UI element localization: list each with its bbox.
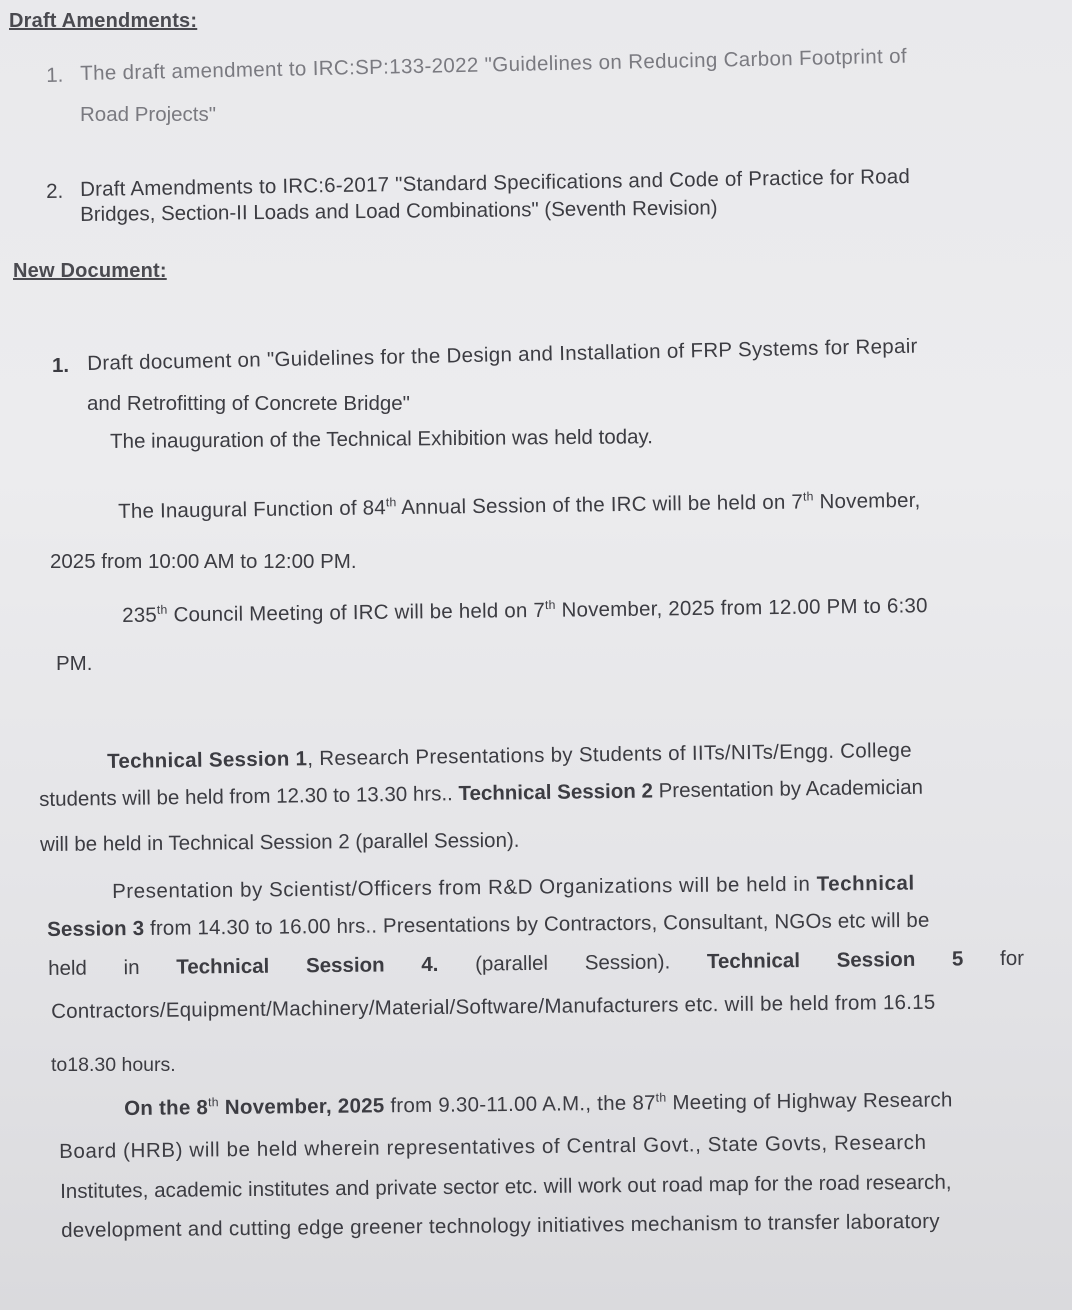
technical-3-line4: Contractors/Equipment/Machinery/Material/Software/Manufacturers etc. will be held from 16.15 [51, 990, 936, 1023]
hrb-line2: Board (HRB) will be held wherein representatives of Central Govt., State Govts, Research [59, 1130, 927, 1163]
technical-3-line2-rest: from 14.30 to 16.00 hrs.. Presentations by Contractors, Consultant, NGOs etc will be [144, 908, 930, 940]
technical-3-line1 [112, 872, 915, 904]
hrb-sup2: th [655, 1090, 667, 1105]
draft-amendment-1-line2: Road Projects" [80, 103, 217, 126]
hrb-sup1: th [208, 1095, 219, 1110]
draft-amendment-2-line1: Draft Amendments to IRC:6-2017 "Standard Specifications and Code of Practice for Road [80, 164, 911, 201]
t3-word-4: 4. [421, 952, 439, 977]
exhibition-paragraph: The inauguration of the Technical Exhibition was held today. [110, 425, 654, 453]
draft-amendment-1-number: 1. [46, 63, 64, 87]
draft-amendment-2-number: 2. [46, 179, 64, 203]
hrb-line4: development and cutting edge greener technology initiatives mechanism to transfer laboratory [61, 1209, 941, 1242]
t3-word-held: held [48, 956, 88, 980]
new-document-1-line2: and Retrofitting of Concrete Bridge" [87, 392, 410, 415]
technical-3-line5: to18.30 hours. [51, 1054, 176, 1076]
council-mid: Council Meeting of IRC will be held on 7 [167, 598, 546, 627]
new-document-1-number: 1. [52, 354, 70, 377]
inaugural-post: November, [813, 488, 921, 514]
inaugural-pre: The Inaugural Function of 84 [118, 496, 387, 523]
technical-1-line2-post: Presentation by Academician [652, 775, 924, 803]
hrb-line1-post: Meeting of Highway Research [666, 1088, 953, 1115]
technical-session-1-label: Technical Session 1 [107, 747, 308, 773]
technical-3-line1-pre: Presentation by Scientist/Officers from R&D Organizations will be held in [112, 872, 817, 903]
technical-3-line3 [48, 947, 1024, 981]
inaugural-line2: 2025 from 10:00 AM to 12:00 PM. [50, 550, 357, 573]
hrb-line1-date: November, 2025 [218, 1094, 385, 1120]
inaugural-sup1: th [385, 495, 397, 510]
new-document-heading: New Document: [13, 260, 167, 282]
inaugural-mid: Annual Session of the IRC will be held on 7 [396, 490, 804, 520]
council-line1 [122, 594, 928, 628]
technical-1-line2 [39, 776, 923, 812]
hrb-line1-pre: On the 8 [124, 1096, 209, 1120]
hrb-line1 [124, 1088, 953, 1121]
council-sup1: th [156, 602, 168, 617]
draft-amendment-2-line2: Bridges, Section-II Loads and Load Combinations" (Seventh Revision) [80, 196, 718, 226]
technical-1-line1 [107, 739, 912, 774]
technical-3-line1-bold: Technical [816, 871, 915, 896]
technical-1-line2-pre: students will be held from 12.30 to 13.30 hrs.. [39, 782, 459, 811]
hrb-line1-mid: from 9.30-11.00 A.M., the 87 [384, 1091, 656, 1118]
technical-1-line1-rest: , Research Presentations by Students of IITs/NITs/Engg. College [307, 738, 912, 771]
council-line2: PM. [56, 652, 93, 675]
new-document-1-line1: Draft document on "Guidelines for the Design and Installation of FRP Systems for Repair [87, 334, 918, 375]
t3-word-technical-b: Technical [706, 949, 801, 974]
t3-word-session-c: Session [836, 947, 916, 972]
technical-3-line2 [47, 909, 930, 942]
inaugural-line1 [118, 489, 921, 524]
t3-word-5: 5 [951, 947, 964, 971]
inaugural-sup2: th [802, 489, 814, 504]
draft-amendments-heading: Draft Amendments: [9, 10, 198, 32]
council-pre: 235 [122, 603, 158, 627]
council-sup2: th [544, 597, 556, 613]
technical-session-3-label: Session 3 [47, 916, 145, 941]
t3-word-session-a: Session [305, 953, 385, 978]
t3-word-technical-a: Technical [176, 954, 270, 979]
draft-amendment-1-line1: The draft amendment to IRC:SP:133-2022 "Guidelines on Reducing Carbon Footprint of [80, 44, 908, 85]
t3-word-parallel: (parallel [475, 951, 549, 976]
council-post: November, 2025 from 12.00 PM to 6:30 [555, 594, 928, 622]
t3-word-in: in [123, 956, 140, 980]
hrb-line3: Institutes, academic institutes and private sector etc. will work out road map for the road research, [60, 1170, 952, 1203]
technical-session-2-label: Technical Session 2 [458, 779, 654, 806]
t3-word-session-b: Session). [584, 950, 671, 975]
t3-word-for: for [999, 946, 1025, 971]
technical-1-line3: will be held in Technical Session 2 (parallel Session). [40, 828, 520, 856]
